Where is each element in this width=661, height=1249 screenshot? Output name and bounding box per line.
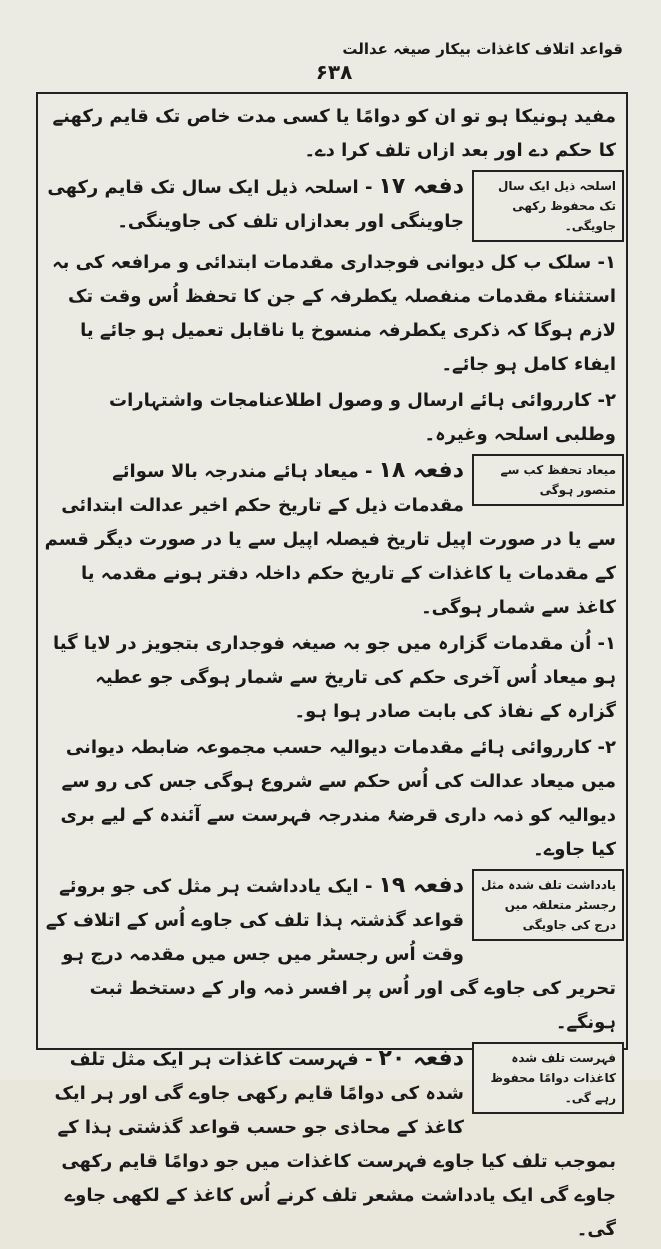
marginal-note-17: اسلحہ ذیل ایک سال تک محفوظ رکھی جاویگی۔: [472, 170, 624, 242]
running-title: قواعد اتلاف کاغذات بیکار صیغہ عدالت: [342, 40, 623, 58]
section-17-item-1: ۱- سلک ب کل دیوانی فوجداری مقدمات ابتدائی و مرافعہ کی بہ استثناء مقدمات منفصلہ یکطرفہ کے جن کا تحفظ اُس وقت تک لازم ہوگا کہ ذکری یکطرفہ منسوخ یا ناقابل تعمیل ہو جائے یا ایفاء کامل ہو جائے۔: [52, 252, 616, 375]
section-20: [44, 1042, 616, 1249]
section-19-heading: دفعہ ۱۹: [378, 873, 464, 898]
marginal-note-20: فہرست تلف شدہ کاغذات دوامًا محفوظ رہے گی۔: [472, 1042, 624, 1114]
section-18-item-2: ۲- کارروائی ہائے مقدمات دیوالیہ حسب مجموعہ ضابطہ دیوانی میں میعاد عدالت کی اُس حکم سے شروع ہوگی جس کی رو سے دیوالیہ کو ذمہ داری قرضۂ مندرجہ فہرست سے آئندہ کے لیے بری کیا جاوے۔: [60, 737, 616, 860]
section-20-body: - فہرست کاغذات ہر ایک مثل تلف شدہ کی دوامًا قایم رکھی جاوے گی اور ہر ایک کاغذ کے محاذی جو حسب قواعد گذشتی ہذا کے بموجب تلف کیا جاوے فہرست کاغذات میں جو دوامًا قایم رکھی جاوے گی ایک یادداشت مشعر تلف کرنے اُس کاغذ کے لکھی جاوے گی۔: [54, 1049, 616, 1240]
page-number: ۶۳۸: [315, 60, 353, 84]
section-17-item-2: ۲- کارروائی ہائے ارسال و وصول اطلاعنامجات واشتہارات وطلبی اسلحہ وغیرہ۔: [108, 390, 616, 445]
section-17: [44, 170, 616, 452]
marginal-note-18: میعاد تحفظ کب سے متصور ہوگی: [472, 454, 624, 506]
section-18-heading: دفعہ ۱۸: [378, 458, 464, 483]
section-18-item-1: ۱- اُن مقدمات گزارہ میں جو بہ صیغہ فوجداری بتجویز در لایا گیا ہو میعاد اُس آخری حکم کی تاریخ سے شمار ہوگی جو عطیہ گزارہ کے نفاذ کی بابت صادر ہوا ہو۔: [52, 633, 616, 722]
section-17-heading: دفعہ ۱۷: [378, 174, 464, 199]
section-20-heading: دفعہ ۲۰: [378, 1046, 464, 1071]
section-18: [44, 454, 616, 867]
section-18-body: - میعاد ہائے مندرجہ بالا سوائے مقدمات ذیل کے تاریخ حکم اخیر عدالت ابتدائی سے یا در صورت اپیل تاریخ فیصلہ اپیل سے یا در صورت دیگر قسم کے مقدمات یا کاغذات کے تاریخ حکم داخلہ دفتر ہونے مقدمہ یا کاغذ سے شمار ہوگی۔: [44, 461, 616, 618]
page-body: [44, 100, 616, 1240]
intro-paragraph: مفید ہونیکا ہو تو ان کو دوامًا یا کسی مدت خاص تک قایم رکھنے کا حکم دے اور بعد ازاں تلف کرا دے۔: [52, 106, 616, 161]
marginal-note-19: یادداشت تلف شدہ مثل رجسٹر متعلقہ میں درج کی جاویگی: [472, 869, 624, 941]
section-19-body: - ایک یادداشت ہر مثل کی جو بروئے قواعد گذشتہ ہذا تلف کی جاوے اُس کے اتلاف کے وقت اُس رجسٹر میں جس میں مقدمہ درج ہو تحریر کی جاوے گی اور اُس پر افسر ذمہ وار کے دستخط ثبت ہونگے۔: [45, 876, 616, 1033]
page-header: [0, 0, 661, 92]
section-19: [44, 869, 616, 1042]
section-17-body: - اسلحہ ذیل ایک سال تک قایم رکھی جاوینگی اور بعدازاں تلف کی جاوینگی۔: [47, 177, 464, 232]
